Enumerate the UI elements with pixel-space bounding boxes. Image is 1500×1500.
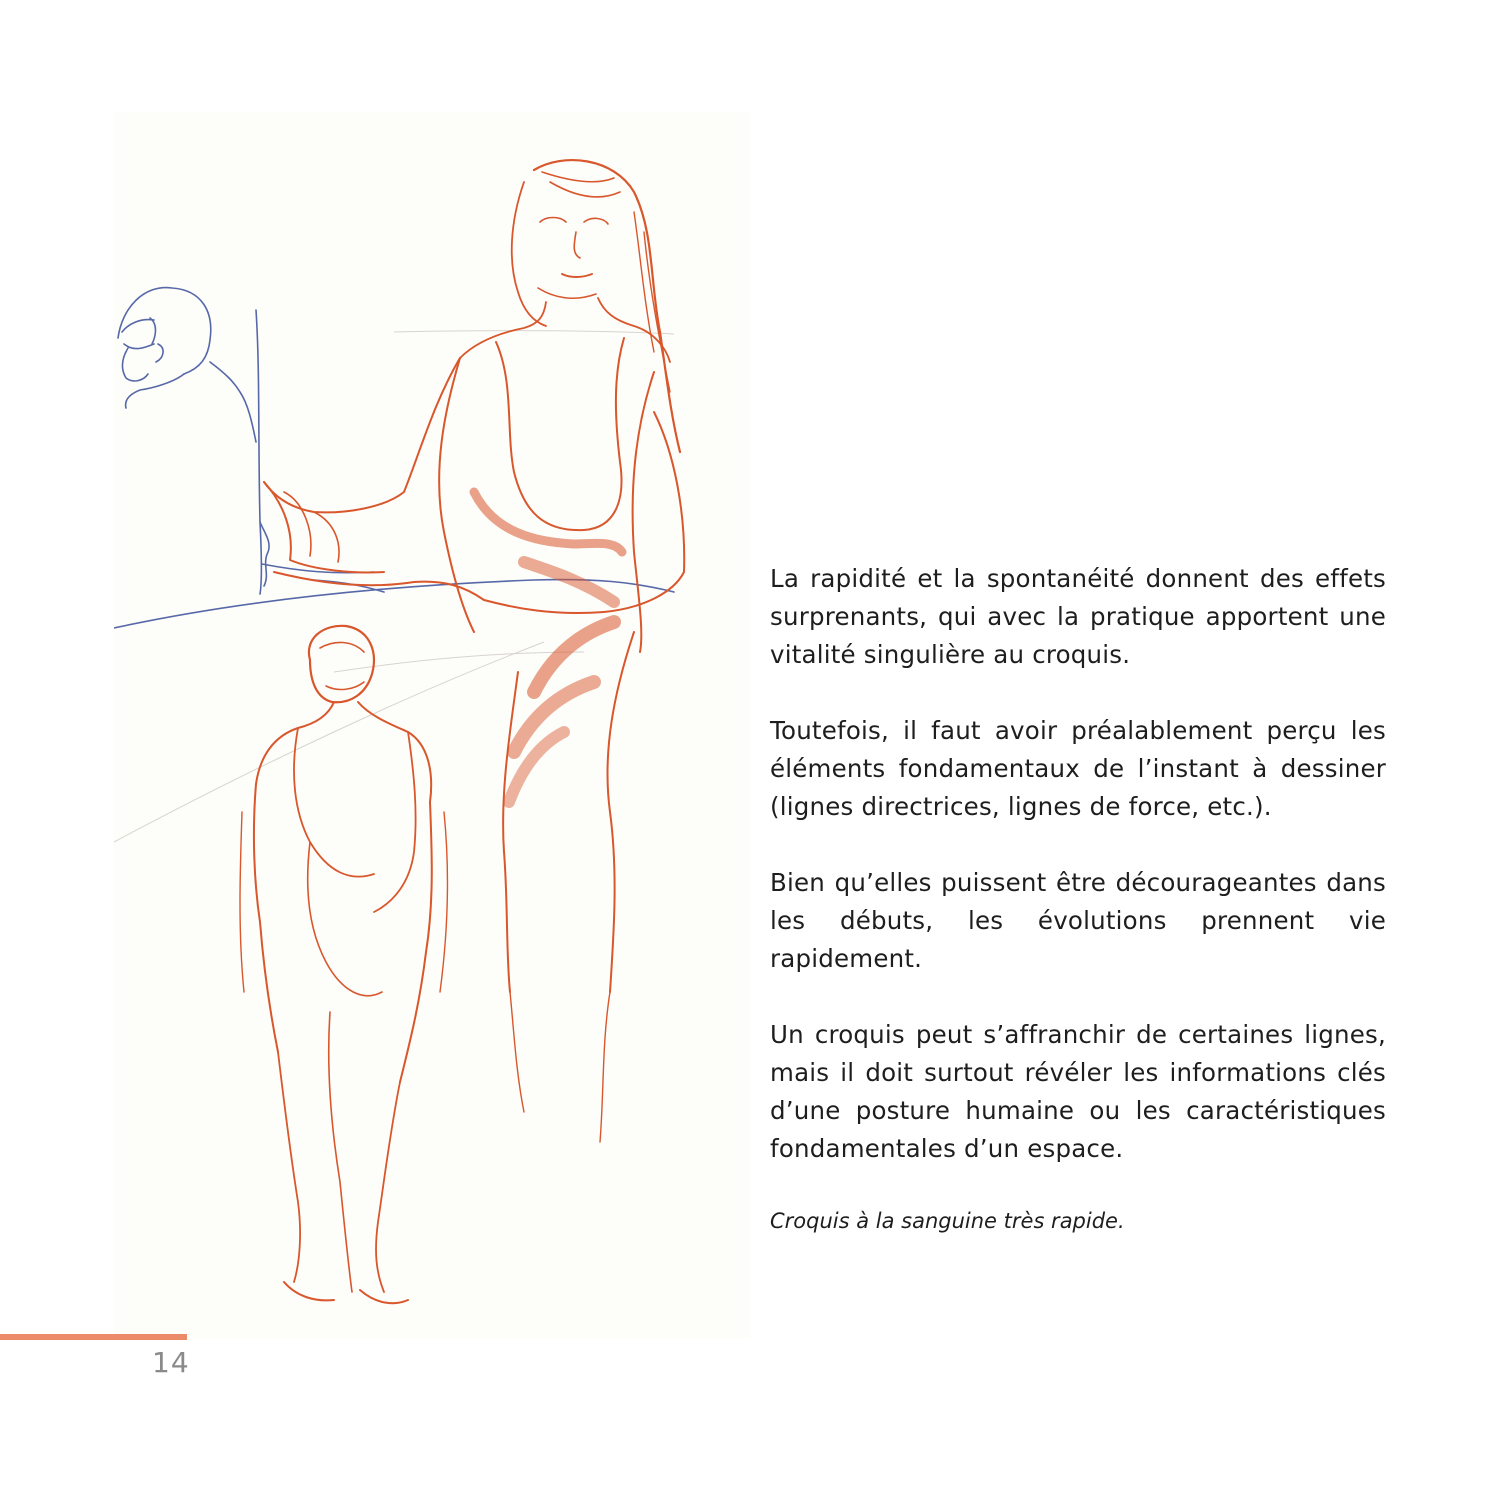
woman-figure-sanguine <box>264 160 684 1142</box>
figure-caption: Croquis à la sanguine très rapide. <box>770 1209 1125 1233</box>
page-number: 14 <box>152 1346 190 1379</box>
paragraph-1: La rapidité et la spontanéité donnent des effets surprenants, qui avec la pratique apportent une vitalité singulière au croquis. <box>770 564 1386 669</box>
page-footer-rule <box>0 1334 187 1340</box>
paragraph-3: Bien qu’elles puissent être décourageantes dans les débuts, les évolutions prennent vie rapidement. <box>770 868 1386 973</box>
sketch-drawing <box>114 112 750 1338</box>
sanguine-sketch-illustration <box>114 112 750 1338</box>
paragraph-2: Toutefois, il faut avoir préalablement perçu les éléments fondamentaux de l’instant à dessiner (lignes directrices, lignes de force, etc.). <box>770 716 1386 821</box>
body-text-column <box>770 560 1386 1236</box>
paragraph-4: Un croquis peut s’affranchir de certaines lignes, mais il doit surtout révéler les informations clés d’une posture humaine ou les caractéristiques fondamentales d’un espace. <box>770 1020 1386 1163</box>
blue-pen-figure <box>114 288 674 628</box>
